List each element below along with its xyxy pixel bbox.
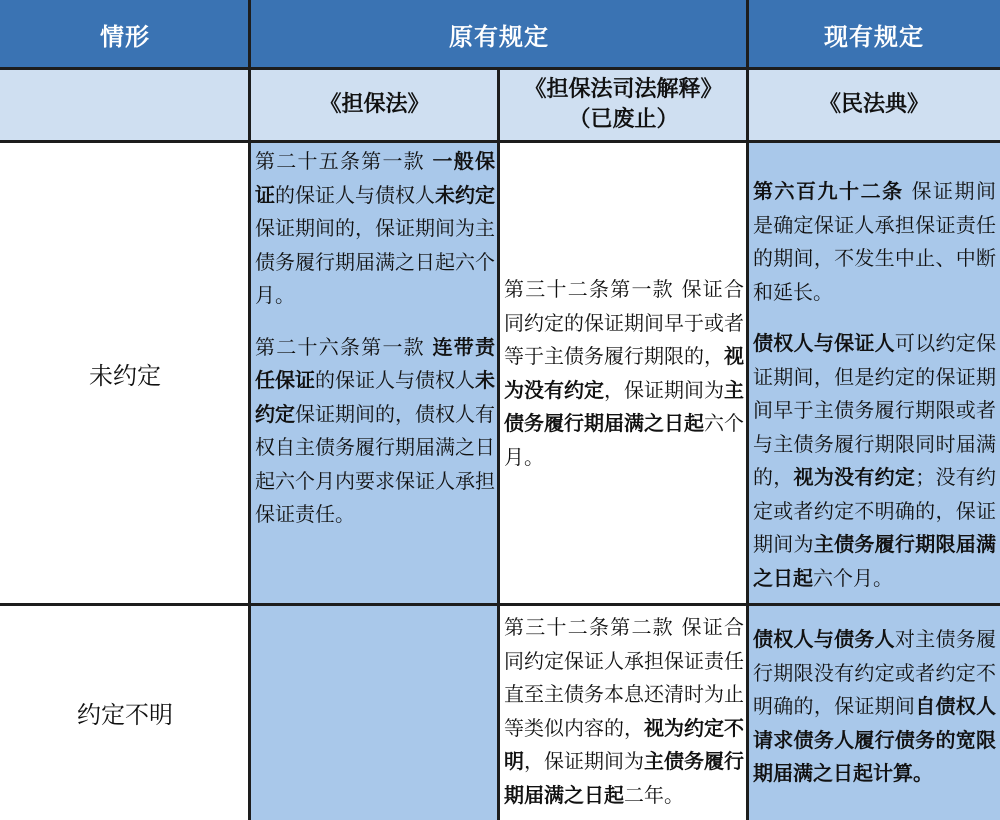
paragraph bbox=[504, 611, 744, 812]
cell-unclear-interpretation bbox=[499, 605, 748, 820]
bold-text-run: 未约定 bbox=[435, 182, 495, 207]
bold-text-run: 债权人与保证人 bbox=[753, 331, 895, 355]
text-run: ；没有约定或者约定不明确的，保证期间为 bbox=[753, 465, 997, 556]
text-run: 可以约定保证期间，但是约定的保证期间早于主债务履行期限或者与主债务履行期限同时届满的， bbox=[753, 331, 997, 489]
text-run: 保证期间是确定保证人承担保证责任的期间，不发生中止、中断和延长。 bbox=[753, 179, 997, 304]
bold-text-run: 未约定 bbox=[255, 368, 495, 426]
paragraph bbox=[255, 331, 495, 532]
header-current-rules: 现有规定 bbox=[748, 0, 1000, 68]
guarantee-law-title: 《担保法》 bbox=[319, 91, 430, 117]
text-run: 第二十六条第一款 bbox=[255, 334, 433, 359]
bold-text-run: 主债务履行期届满之日起 bbox=[504, 749, 744, 807]
paragraph bbox=[255, 145, 495, 313]
text-run: ，保证期间为 bbox=[604, 377, 724, 402]
text-run: 第三十二条第一款 保证合同约定的保证期间早于或者等于主债务履行期限的， bbox=[504, 277, 744, 368]
cell-unclear-civil-code bbox=[748, 605, 1000, 820]
subheader-guarantee-law bbox=[250, 68, 499, 141]
text-run: 六个月。 bbox=[813, 565, 893, 590]
text-run: 保证期间的，保证期间为主债务履行期届满之日起六个月。 bbox=[255, 216, 495, 307]
header-situation: 情形 bbox=[0, 0, 250, 68]
subheader-empty bbox=[0, 68, 250, 141]
bold-text-run: 自债权人请求债务人履行债务的宽限期届满之日起计算。 bbox=[753, 694, 997, 785]
bold-text-run: 主债务履行期届满之日起 bbox=[504, 377, 744, 435]
text-run: ，保证期间为 bbox=[524, 749, 644, 773]
bold-text-run: 主债务履行期限届满之日起 bbox=[753, 532, 997, 590]
divider-h-1 bbox=[0, 67, 1000, 70]
subheader-interpretation bbox=[499, 68, 748, 141]
bold-text-run: 连带责任保证 bbox=[255, 334, 496, 392]
text-run: 的保证人与债权人 bbox=[315, 368, 475, 392]
interpretation-title: 《担保法司法解释》 bbox=[524, 76, 723, 102]
cell-no-agreement-guarantee-law bbox=[250, 141, 499, 605]
cell-unclear-guarantee-law bbox=[250, 605, 499, 820]
row-label-unclear: 约定不明 bbox=[0, 605, 250, 820]
divider-h-3 bbox=[0, 603, 1000, 606]
text-run: 二年。 bbox=[624, 782, 684, 807]
subheader-civil-code bbox=[748, 68, 1000, 141]
cell-no-agreement-civil-code bbox=[748, 141, 1000, 605]
text-run: 第三十二条第二款 保证合同约定保证人承担保证责任直至主债务本息还清时为止等类似内容的， bbox=[504, 615, 744, 740]
paragraph bbox=[504, 273, 744, 474]
text-run: 保证期间的，债权人有权自主债务履行期届满之日起六个月内要求保证人承担保证责任。 bbox=[255, 401, 495, 526]
paragraph bbox=[753, 175, 996, 309]
interpretation-note: （已废止） bbox=[568, 106, 679, 132]
divider-h-2 bbox=[0, 140, 1000, 143]
text-run: 六个月。 bbox=[504, 411, 744, 469]
paragraph bbox=[753, 327, 996, 595]
bold-text-run: 视为没有约定 bbox=[793, 465, 916, 489]
cell-no-agreement-interpretation bbox=[499, 141, 748, 605]
bold-text-run: 视为没有约定 bbox=[504, 344, 744, 402]
text-run: 的保证人与债权人 bbox=[275, 182, 435, 207]
civil-code-title: 《民法典》 bbox=[818, 91, 929, 117]
text-run: 第二十五条第一款 bbox=[255, 149, 433, 173]
divider-v-3 bbox=[746, 0, 749, 820]
text-run: 对主债务履行期限没有约定或者约定不明确的，保证期间 bbox=[753, 627, 997, 718]
divider-v-1 bbox=[248, 0, 251, 820]
bold-text-run: 债权人与债务人 bbox=[753, 627, 895, 651]
bold-text-run: 视为约定不明 bbox=[504, 715, 744, 773]
bold-text-run: 一般保证 bbox=[255, 149, 496, 207]
header-original-rules: 原有规定 bbox=[250, 0, 748, 68]
paragraph bbox=[753, 623, 996, 791]
bold-text-run: 第六百九十二条 bbox=[753, 179, 904, 203]
row-label-no-agreement: 未约定 bbox=[0, 141, 250, 605]
divider-v-2 bbox=[497, 68, 500, 820]
